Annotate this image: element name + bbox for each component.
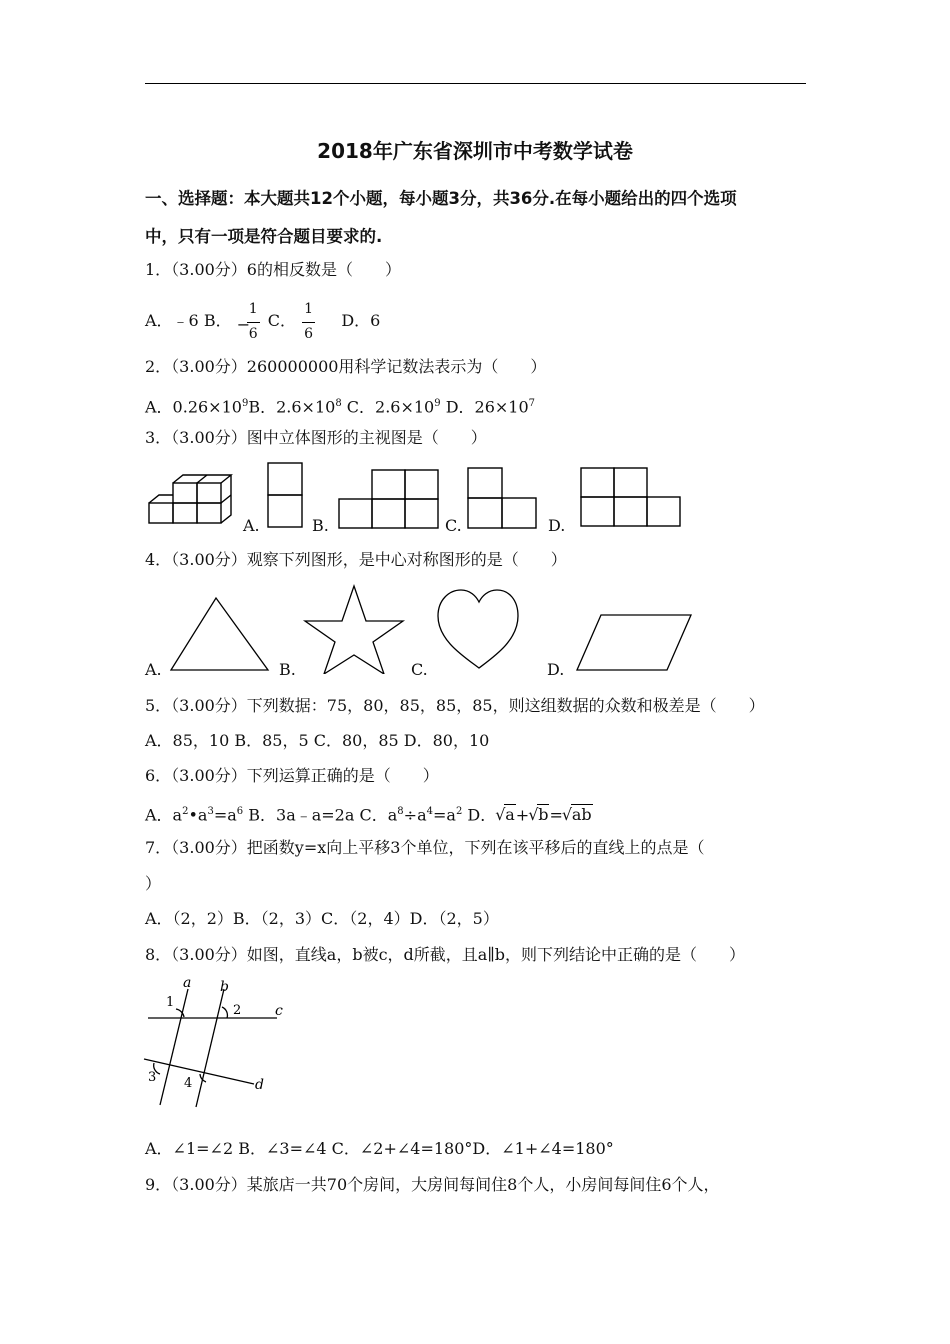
q3-label-b: B. <box>312 516 329 535</box>
q2-stem: 2．（3.00分）260000000用科学记数法表示为（ ） <box>145 357 547 376</box>
q1-fraction-b <box>236 300 263 342</box>
q2-options: A．$0.26\times 10^9B$．$2.6\times 10^8$ C．$2.6\times 10^9$ D．$26\times 10^7$ <box>145 397 536 417</box>
q7-stem-continued: ） <box>145 874 162 893</box>
q3-label-c: C. <box>445 516 462 535</box>
q1-fraction-b-den: 6 <box>248 325 258 342</box>
q1-option-a-b: A．﹣6 B． <box>145 311 232 330</box>
q8-angle-1: 1 <box>166 995 175 1010</box>
q4-star <box>305 586 403 674</box>
q1-option-c: C． <box>267 311 297 330</box>
q5-stem: 5．（3.00分）下列数据：75，80，85，85，85，则这组数据的众数和极差是（ ） <box>145 696 765 715</box>
q6-options: A．$a^2•a^3=a^6$ B．3a﹣a=2a C．$a^8\div a^4=a^2$ D． √ a+ √ b= √ ab <box>145 805 592 825</box>
q8-angle-4: 4 <box>184 1076 193 1091</box>
q7-options: A．（2，2）B．（2，3）C．（2，4）D．（2，5） <box>145 909 499 928</box>
q3-option-c-figure <box>468 468 536 528</box>
q8-angle-3: 3 <box>148 1070 157 1085</box>
q6-sqrt-a: √ a <box>495 805 515 825</box>
q3-solid-figure <box>149 475 231 523</box>
q8-label-c: c <box>275 1003 283 1019</box>
q3-stem: 3．（3.00分）图中立体图形的主视图是（ ） <box>145 428 487 447</box>
q6-stem: 6．（3.00分）下列运算正确的是（ ） <box>145 766 439 785</box>
q1-fraction-b-num: 1 <box>248 300 258 317</box>
q3-figures <box>145 458 690 533</box>
q8-line-d <box>144 1059 254 1084</box>
q4-label-a: A. <box>145 660 162 679</box>
q8-angle-2: 2 <box>233 1003 242 1018</box>
section-heading-line2: 中，只有一项是符合题目要求的. <box>145 227 383 246</box>
q3-label-d: D. <box>548 516 566 535</box>
q1-options <box>145 300 381 342</box>
q3-label-a: A. <box>243 516 260 535</box>
q8-label-b: b <box>220 979 229 995</box>
q9-stem: 9．（3.00分）某旅店一共70个房间，大房间每间住8个人，小房间每间住6个人， <box>145 1175 720 1194</box>
q4-label-d: D. <box>547 660 565 679</box>
q8-label-a: a <box>183 975 192 991</box>
q3-option-b-figure <box>339 470 438 528</box>
q1-fraction-c-den: 6 <box>304 325 314 342</box>
q7-stem: 7．（3.00分）把函数y=x向上平移3个单位，下列在该平移后的直线上的点是（ <box>145 838 705 857</box>
q4-heart <box>438 590 518 668</box>
q8-options: A．∠1=∠2 B．∠3=∠4 C．∠2+∠4=180°D．∠1+∠4=180° <box>145 1139 614 1158</box>
section-heading-line1: 一、选择题：本大题共12个小题，每小题3分，共36分.在每小题给出的四个选项 <box>145 189 737 208</box>
q4-label-c: C. <box>411 660 428 679</box>
q1-option-d: D．6 <box>341 311 381 330</box>
q4-parallelogram <box>577 615 691 670</box>
page-title: 2018年广东省深圳市中考数学试卷 <box>317 139 633 163</box>
q4-label-b: B. <box>279 660 296 679</box>
q8-label-d: d <box>255 1077 264 1093</box>
q8-figure <box>140 975 290 1110</box>
q6-sqrt-b: √ b <box>528 805 549 825</box>
q8-line-b <box>196 989 224 1107</box>
q5-options: A．85，10 B．85，5 C．80，85 D．80，10 <box>145 731 490 750</box>
q3-option-d-figure <box>581 468 680 526</box>
q4-triangle <box>171 598 268 670</box>
q4-stem: 4．（3.00分）观察下列图形，是中心对称图形的是（ ） <box>145 550 567 569</box>
q1-fraction-c-num: 1 <box>304 300 314 317</box>
q8-stem: 8．（3.00分）如图，直线a，b被c，d所截，且a∥b，则下列结论中正确的是（ ） <box>145 945 745 964</box>
q1-fraction-c <box>301 300 319 342</box>
q6-sqrt-ab: √ ab <box>561 805 592 825</box>
q3-option-a-figure <box>268 463 302 527</box>
q1-stem: 1．（3.00分）6的相反数是（ ） <box>145 260 401 279</box>
q1-fraction-b-sign: − <box>236 314 251 334</box>
top-rule <box>145 83 806 84</box>
